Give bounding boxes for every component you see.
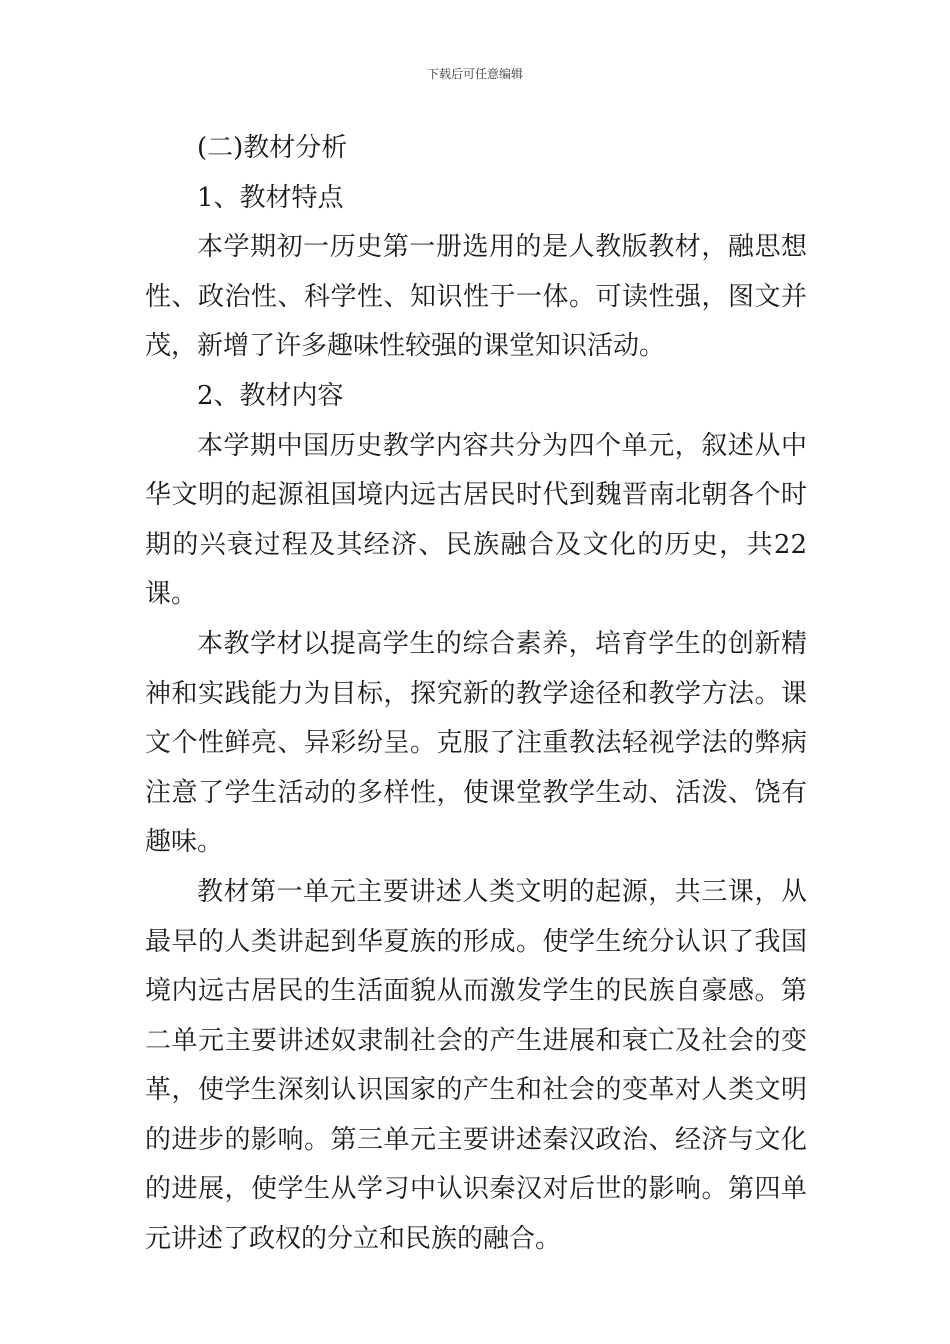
paragraph-unit-summary: 教材第一单元主要讲述人类文明的起源，共三课，从最早的人类讲起到华夏族的形成。使学生统分认识了我国境内远古居民的生活面貌从而激发学生的民族自豪感。第二单元主要讲述奴隶制社会的产生进展和衰亡及社会的变革，使学生深刻认识国家的产生和社会的变革对人类文明的进步的影响。第三单元主要讲述秦汉政治、经济与文化的进展，使学生从学习中认识秦汉对后世的影响。第四单元讲述了政权的分立和民族的融合。 — [145, 876, 807, 1255]
subsection-title-features: 1、教材特点 — [197, 182, 344, 213]
subsection-title-content: 2、教材内容 — [197, 380, 344, 411]
paragraph-content-overview: 本学期中国历史教学内容共分为四个单元，叙述从中华文明的起源祖国境内远古居民时代到魏晋南北朝各个时期的兴衰过程及其经济、民族融合及文化的历史，共22课。 — [145, 430, 807, 610]
paragraph-features: 本学期初一历史第一册选用的是人教版教材，融思想性、政治性、科学性、知识性于一体。可读性强，图文并茂，新增了许多趣味性较强的课堂知识活动。 — [145, 232, 807, 362]
page-header-note: 下载后可任意编辑 — [426, 67, 523, 81]
paragraph-teaching-goals: 本教学材以提高学生的综合素养，培育学生的创新精神和实践能力为目标，探究新的教学途径和教学方法。课文个性鲜亮、异彩纷呈。克服了注重教法轻视学法的弊病注意了学生活动的多样性，使课堂教学生动、活泼、饶有趣味。 — [145, 628, 807, 858]
document-body — [145, 124, 807, 1265]
section-title: (二)教材分析 — [197, 133, 348, 163]
